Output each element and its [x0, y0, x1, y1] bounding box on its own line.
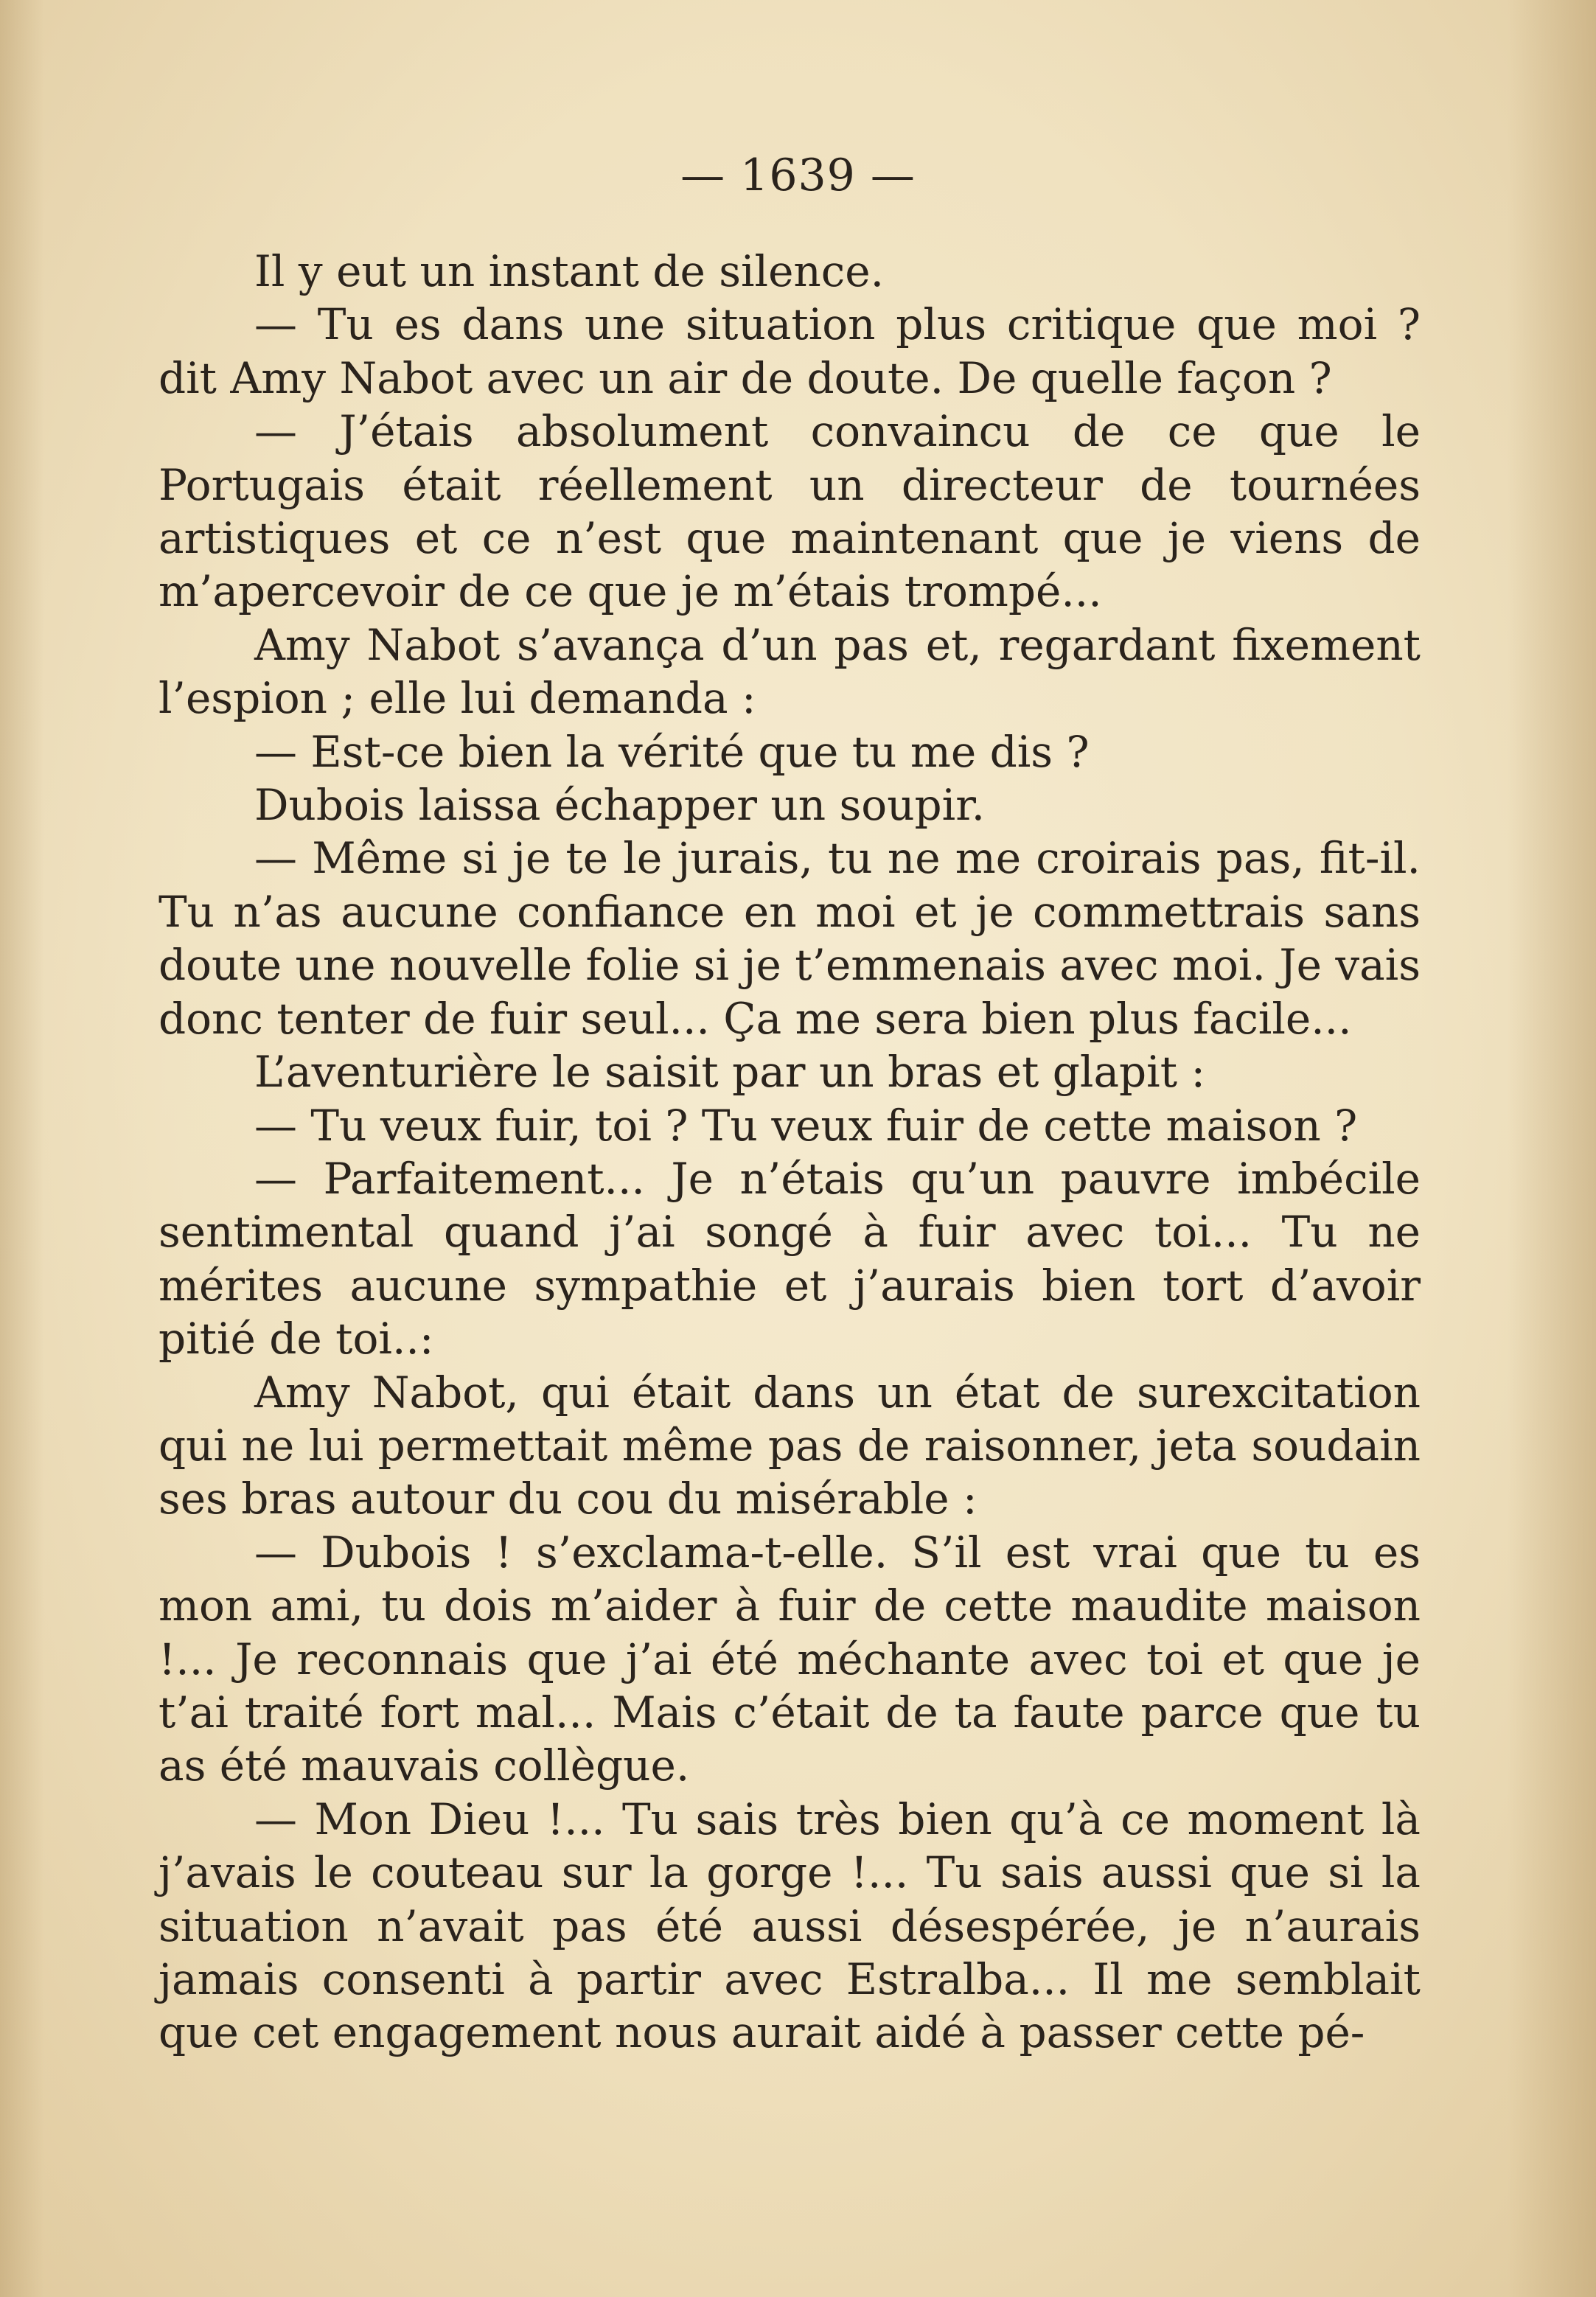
- paragraph: — Mon Dieu !... Tu sais très bien qu’à ce moment là j’avais le couteau sur la gorge !... Tu sais aussi que si la situation n’avait pas été aussi désespérée, je n’aurais jamais consenti à partir avec Estralba... Il me semblait que cet engagement nous aurait aidé à passer cette pé-: [158, 1794, 1421, 2058]
- paragraph: Dubois laissa échapper un soupir.: [254, 780, 986, 831]
- paragraph: — Parfaitement... Je n’étais qu’un pauvre imbécile sentimental quand j’ai songé à fuir avec toi... Tu ne mérites aucune sympathie et j’aurais bien tort d’avoir pitié de toi..:: [158, 1153, 1421, 1364]
- page-edge-shadow-left: [0, 0, 44, 2297]
- paragraph: — Tu veux fuir, toi ? Tu veux fuir de cette maison ?: [254, 1100, 1358, 1151]
- paragraph: L’aventurière le saisit par un bras et glapit :: [254, 1047, 1206, 1098]
- page-edge-shadow-right: [1508, 0, 1596, 2297]
- paragraph: — Tu es dans une situation plus critique que moi ? dit Amy Nabot avec un air de doute. De quelle façon ?: [158, 299, 1421, 403]
- paragraph: Amy Nabot, qui était dans un état de surexcitation qui ne lui permettait même pas de raisonner, jeta soudain ses bras autour du cou du misérable :: [158, 1367, 1421, 1524]
- paragraph: — J’étais absolument convaincu de ce que le Portugais était réellement un directeur de tournées artistiques et ce n’est que maintenant que je viens de m’apercevoir de ce que je m’étais trompé...: [158, 406, 1421, 617]
- paragraph: — Dubois ! s’exclama-t-elle. S’il est vrai que tu es mon ami, tu dois m’aider à fuir de cette maudite maison !... Je reconnais que j’ai été méchante avec toi et que je t’ai traité fort mal... Mais c’était de ta faute parce que tu as été mauvais collègue.: [158, 1527, 1421, 1791]
- paragraph: Amy Nabot s’avança d’un pas et, regardant fixement l’espion ; elle lui demanda :: [158, 619, 1421, 724]
- paragraph: — Même si je te le jurais, tu ne me croirais pas, fit-il. Tu n’as aucune confiance en moi et je commettrais sans doute une nouvelle folie si je t’emmenais avec moi. Je vais donc tenter de fuir seul... Ça me sera bien plus facile...: [158, 833, 1421, 1044]
- paragraph: Il y eut un instant de silence.: [254, 246, 884, 296]
- paragraph: — Est-ce bien la vérité que tu me dis ?: [254, 726, 1090, 777]
- page-number: — 1639 —: [680, 150, 916, 201]
- body-text: [158, 245, 1421, 2060]
